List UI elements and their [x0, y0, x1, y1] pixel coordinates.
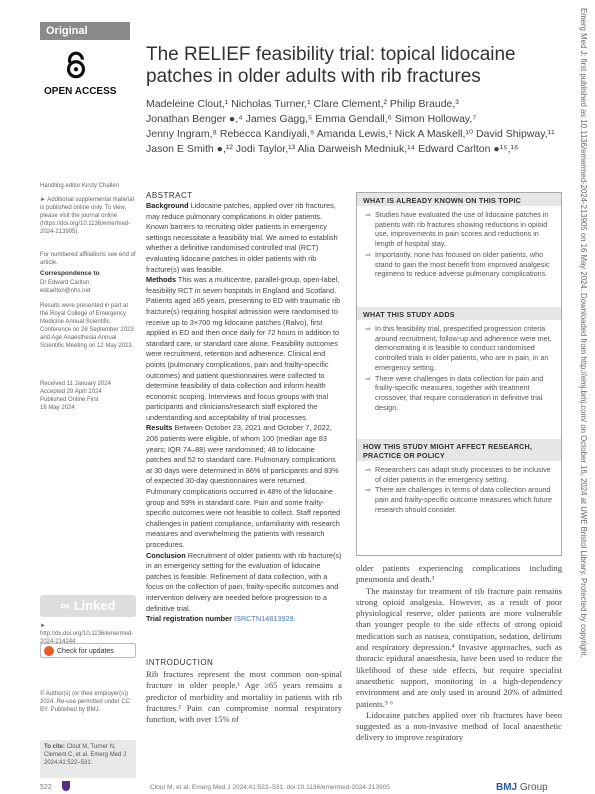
- known-heading: WHAT IS ALREADY KNOWN ON THIS TOPIC: [357, 193, 561, 206]
- abstract-heading: ABSTRACT: [146, 191, 193, 200]
- background-text: Lidocaine patches, applied over rib fractures, may reduce pulmonary complications in older patients. Known barriers to recruiting older patients in emergency settings necessitate a feasibility trial. We aimed to establish whether a definitive randomised controlled trial (RCT) evaluating lidocaine patches in older patients with rib fracture(s) was feasible.: [146, 201, 338, 274]
- list-item: ⇒ Studies have evaluated the use of lidocaine patches in patients with rib fractures showing reductions in opioid use, improvements in pain scores and reductions in length of hospital stay.: [365, 210, 549, 249]
- conclusion-text: Recruitment of older patients with rib fracture(s) in an emergency setting for the evaluation of lidocaine patches is feasible. Refinement of data collection, with a focus on the collection of pain, frailty-specific outcomes and intervention delivery are needed before progression to a definitive trial.: [146, 550, 342, 613]
- conclusion-label: Conclusion: [146, 550, 186, 560]
- article-title: The RELIEF feasibility trial: topical lidocaine patches in older adults with rib fractures: [146, 44, 516, 87]
- registration-number[interactable]: ISRCTN14813929.: [234, 614, 296, 624]
- list-item: ⇒ In this feasibility trial, prespecified progression criteria around recruitment, follow-up and adherence were met, demonstrating it is feasible to conduct randomised controlled trials in older patients, who are in pain, in an emergency setting.: [365, 324, 552, 372]
- linked-article-badge[interactable]: [40, 595, 136, 617]
- bmj-group-logo: BMJ Group: [496, 782, 548, 793]
- methods-label: Methods: [146, 275, 176, 285]
- handling-editor: Handling editor Kirsty Challen: [40, 183, 120, 189]
- cite-label: To cite:: [44, 744, 65, 750]
- adds-heading: WHAT THIS STUDY ADDS: [357, 307, 561, 320]
- crossmark-icon: [44, 646, 54, 656]
- arrow-icon: ⇒: [365, 210, 372, 219]
- list-item: ⇒ Importantly, none has focused on older patients, who stand to gain the most benefit from improved analgesic regimens to reduce adverse pulmonary complications.: [365, 249, 550, 279]
- author-list: [146, 97, 556, 157]
- arrow-icon: ⇒: [365, 324, 372, 333]
- article-dates: Received 11 January 2024 Accepted 29 April 2024 Published Online First 16 May 2024: [40, 381, 111, 411]
- arrow-icon: ⇒: [365, 465, 372, 474]
- abstract-body: [146, 201, 342, 625]
- affiliations-note: For numbered affiliations see end of article.: [40, 252, 136, 266]
- open-access-icon: [60, 48, 92, 84]
- adds-section: [357, 307, 561, 413]
- shield-icon: [62, 781, 70, 791]
- affect-heading: HOW THIS STUDY MIGHT AFFECT RESEARCH, PRACTICE OR POLICY: [357, 439, 561, 461]
- supplemental-note: ► Additional supplemental material is published online only. To view, please visit the journal online (https://doi.org/10.1136/emermed-2024-213905).: [40, 197, 134, 235]
- results-text: Between October 23, 2021 and October 7, 2022, 206 patients were eligible, of whom 100 (median age 83 years; IQR 74–88) were randomised; 48 to lidocaine patches and 52 to standard care. Pulmonary complications at 30 days were determined in 86% of participants and 83% of expected 30-day questionnaires were returned. Pulmonary complications occurred in 48% of the lidocaine group and 59% in standard care. Pain and some frailty-specific outcomes were not feasible to collect. Staff reported challenges in patient compliance, unfamiliarity with research measures and overwhelming the patients with research procedures.: [146, 423, 341, 549]
- paragraph: older patients experiencing complications including pneumonia and death.³: [356, 563, 562, 585]
- paragraph: The mainstay for treatment of rib fracture pain remains strong opioid analgesia. However, as a result of poor physiological reserve, older patients are more vulnerable than younger people to the side effects of strong opioid medication such as nausea, constipation, sedation, delirium and respiratory depression.⁴ Invasive approaches, such as thoracic epidural anaesthesia, have been used to reduce the likelihood of these side effects, but require specialist anaesthetic support, monitoring in a high-dependency environment and are only used in around 20% of admitted patients.⁵ ⁶: [356, 585, 562, 709]
- check-updates-button[interactable]: [40, 643, 136, 658]
- background-label: Background: [146, 201, 189, 210]
- copyright-note: © Author(s) (or their employer(s)) 2024. Re-use permitted under CC BY. Published by BMJ.: [40, 691, 131, 713]
- footer-citation: Clout M, et al. Emerg Med J 2024;41:522–531. doi:10.1136/emermed-2024-213905: [150, 784, 390, 791]
- list-item: ⇒ There were challenges in data collection for pain and frailty-specific measures, together with treatment crossover, that require consideration in definitive trial design.: [365, 373, 544, 412]
- article-type-banner: Original research: [40, 22, 130, 40]
- cite-text: Clout M, Turner N, Clement C, et al. Emerg Med J 2024;41:522–531.: [44, 744, 127, 766]
- list-item: ⇒ Researchers can adapt study processes to be inclusive of older patients in the emergency setting.: [365, 465, 551, 484]
- download-notice: [577, 8, 589, 788]
- results-label: Results: [146, 423, 173, 433]
- introduction-text: Rib fractures represent the most common non-spinal fracture in older people.¹ Age ≥65 years remains a predictor of morbidity and mortality in patients with rib fractures.² Pain can compromise normal respiratory function, with over 15% of: [146, 669, 342, 725]
- author-line: Madeleine Clout,¹ Nicholas Turner,¹ Clare Clement,² Philip Braude,³: [146, 98, 459, 110]
- presented-note: Results were presented in part at the Royal College of Emergency Medicine Annual Scientific Conference on 26 September 2023 and Age Anaesthesia Annual Scientific Meeting on 12 May 2023.: [40, 303, 134, 349]
- correspondence-heading: Correspondence to: [40, 270, 100, 277]
- linked-label: Linked: [73, 598, 116, 613]
- chain-link-icon: ∞: [60, 598, 70, 613]
- page-number: 522: [40, 784, 52, 791]
- author-line: Jenny Ingram,⁸ Rebecca Kandiyali,⁹ Amanda Lewis,¹ Nick A Maskell,¹⁰ David Shipway,¹¹: [146, 128, 555, 140]
- arrow-icon: ⇒: [365, 249, 372, 259]
- check-updates-label: Check for updates: [57, 648, 114, 655]
- introduction-heading: INTRODUCTION: [146, 658, 214, 667]
- registration-label: Trial registration number: [146, 614, 232, 624]
- key-messages-box: [356, 192, 562, 556]
- author-line: Jason E Smith ●,¹² Jodi Taylor,¹³ Alia Darweish Medniuk,¹⁴ Edward Carlton ●¹⁵,¹⁶: [146, 143, 519, 155]
- affect-section: [357, 439, 561, 516]
- arrow-icon: ⇒: [365, 485, 372, 495]
- open-access-label: OPEN ACCESS: [44, 86, 117, 97]
- correspondence-text: Dr Edward Carlton; edcarlton@nhs.net: [40, 280, 92, 294]
- citation-box: [40, 740, 136, 778]
- arrow-icon: ⇒: [365, 373, 372, 383]
- paragraph: Lidocaine patches applied over rib fractures have been suggested as a non-invasive method of local anaesthetic delivery to improve respiratory: [356, 709, 562, 743]
- download-notice-text: Emerg Med J: first published as 10.1136/emermed-2024-213905 on 16 May 2024. Downloaded from http://emj.bmj.com/ on October 16, 2024 at UWE Bristol Library. Protected by copyright.: [579, 8, 588, 658]
- right-column-text: [356, 563, 562, 744]
- known-section: [357, 193, 561, 280]
- methods-text: This was a multicentre, parallel-group, open-label, feasibility RCT in seven hospitals in England and Scotland. Patients aged ≥65 years, presenting to ED with traumatic rib fracture(s) requiring hospital admission were randomised to receive up to 3×700 mg lidocaine patches (Ralvo), first applied in ED and then once daily for 72 hours in addition to standard care, or standard care alone. Feasibility outcomes were recruitment, retention and adherence. Clinical end points (pulmonary complications, pain and frailty-specific outcomes) and patient questionnaires were collected to determine feasibility of data collection and inform health economic scoping. Interviews and focus groups with trial participants and clinicians/research staff explored the understanding and acceptability of trial processes.: [146, 275, 341, 422]
- list-item: ⇒ There are challenges in terms of data collection around pain and frailty-specific outcome measures which future research should consider.: [365, 485, 552, 514]
- linked-doi[interactable]: ► http://dx.doi.org/10.1136/emermed-2024-214244: [40, 623, 134, 645]
- author-line: Jonathan Benger ●,⁴ James Gagg,⁵ Emma Gendall,⁶ Simon Holloway,⁷: [146, 113, 477, 125]
